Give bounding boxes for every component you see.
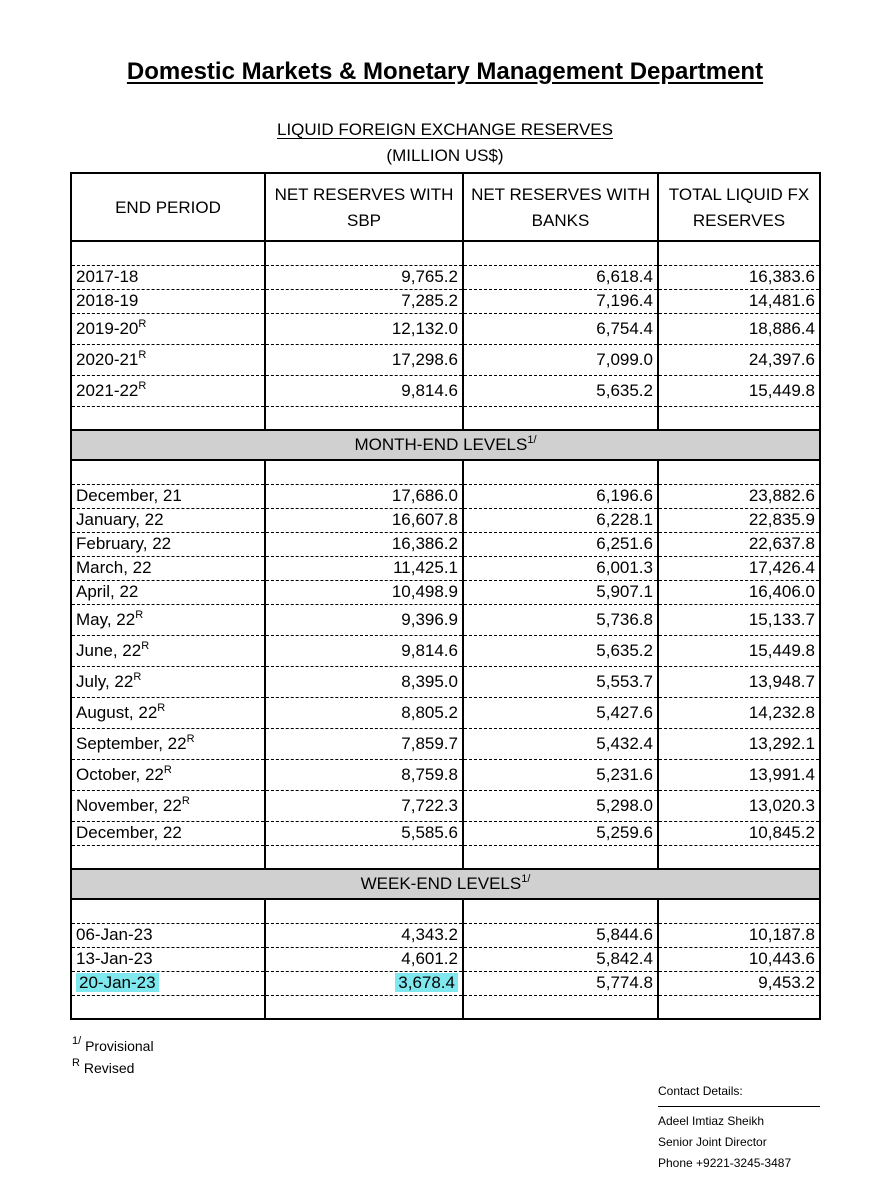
total-cell: 16,383.6	[658, 265, 820, 289]
revised-mark: R	[135, 608, 144, 621]
table-row	[71, 344, 820, 375]
table-row	[71, 728, 820, 759]
period-cell: $2021-22^R$	[71, 375, 265, 406]
revised-mark: R	[157, 701, 166, 714]
total-cell: 13,292.1	[658, 728, 820, 759]
col-end-period: END PERIOD	[71, 173, 265, 241]
total-cell: 23,882.6	[658, 484, 820, 508]
banks-cell: 5,298.0	[463, 790, 658, 821]
banks-cell: 6,754.4	[463, 313, 658, 344]
sbp-cell: 9,814.6	[265, 375, 463, 406]
period-cell: March, 22	[71, 556, 265, 580]
table-row	[71, 265, 820, 289]
revised-mark: R	[163, 763, 172, 776]
period-cell: December, 21	[71, 484, 265, 508]
period-cell: 2017-18	[71, 265, 265, 289]
banks-cell: 5,635.2	[463, 375, 658, 406]
spacer-row	[71, 845, 820, 869]
banks-cell: 5,259.6	[463, 821, 658, 845]
sbp-cell: 16,386.2	[265, 532, 463, 556]
contact-phone: Phone +9221-3245-3487	[658, 1156, 792, 1170]
banks-cell: 6,251.6	[463, 532, 658, 556]
sbp-cell	[265, 971, 463, 995]
banks-cell: 7,196.4	[463, 289, 658, 313]
contact-heading: Contact Details:	[658, 1081, 820, 1107]
total-cell: 13,991.4	[658, 759, 820, 790]
banks-cell: 6,001.3	[463, 556, 658, 580]
banks-cell: 5,553.7	[463, 666, 658, 697]
period-cell: 2018-19	[71, 289, 265, 313]
total-cell: 9,453.2	[658, 971, 820, 995]
sbp-cell: 17,298.6	[265, 344, 463, 375]
sbp-cell: 8,759.8	[265, 759, 463, 790]
period-cell: August, $22^R$	[71, 697, 265, 728]
banks-cell: 5,907.1	[463, 580, 658, 604]
banks-cell: 5,635.2	[463, 635, 658, 666]
sbp-cell: 8,805.2	[265, 697, 463, 728]
sbp-cell: 4,601.2	[265, 947, 463, 971]
total-cell: 22,835.9	[658, 508, 820, 532]
highlighted-sbp-value: 3,678.4	[395, 973, 458, 992]
total-cell: 13,020.3	[658, 790, 820, 821]
sbp-cell: 7,722.3	[265, 790, 463, 821]
banks-cell: 5,844.6	[463, 923, 658, 947]
period-cell	[71, 971, 265, 995]
total-cell: 14,232.8	[658, 697, 820, 728]
revised-mark: R	[141, 639, 150, 652]
col-net-reserves-banks: NET RESERVES WITH BANKS	[463, 173, 658, 241]
provisional-mark: 1/	[527, 434, 537, 446]
banks-cell: 6,618.4	[463, 265, 658, 289]
contact-details	[658, 1081, 820, 1174]
total-cell: 22,637.8	[658, 532, 820, 556]
table-row	[71, 790, 820, 821]
period-cell: December, 22	[71, 821, 265, 845]
banks-cell: 6,196.6	[463, 484, 658, 508]
reserves-table	[70, 172, 821, 1020]
table-row	[71, 532, 820, 556]
total-cell: 16,406.0	[658, 580, 820, 604]
department-title: Domestic Markets & Monetary Management Department	[126, 58, 764, 85]
period-cell: April, 22	[71, 580, 265, 604]
month-end-section-header: MONTH-END $LEVELS^{1/}$	[71, 430, 820, 460]
table-row	[71, 759, 820, 790]
contact-role: Senior Joint Director	[658, 1135, 767, 1149]
period-cell: July, $22^R$	[71, 666, 265, 697]
period-cell: February, 22	[71, 532, 265, 556]
sbp-cell: 8,395.0	[265, 666, 463, 697]
sbp-cell: 17,686.0	[265, 484, 463, 508]
revised-mark: R	[138, 379, 147, 392]
banks-cell: 5,736.8	[463, 604, 658, 635]
period-cell: October, $22^R$	[71, 759, 265, 790]
sbp-cell: 7,285.2	[265, 289, 463, 313]
period-cell: November, $22^R$	[71, 790, 265, 821]
table-row	[71, 556, 820, 580]
banks-cell: 5,774.8	[463, 971, 658, 995]
highlighted-period: 20-Jan-23	[76, 973, 159, 992]
revised-mark: R	[186, 732, 195, 745]
sbp-cell: 12,132.0	[265, 313, 463, 344]
report-title: LIQUID FOREIGN EXCHANGE RESERVES	[277, 120, 613, 139]
footnote-revised: $^R$ Revised	[72, 1057, 135, 1076]
table-row	[71, 947, 820, 971]
total-cell: 10,443.6	[658, 947, 820, 971]
sbp-cell: 10,498.9	[265, 580, 463, 604]
sbp-cell: 9,396.9	[265, 604, 463, 635]
spacer-row	[71, 899, 820, 923]
header-row	[71, 173, 820, 241]
table-row	[71, 508, 820, 532]
total-cell: 17,426.4	[658, 556, 820, 580]
banks-cell: 5,427.6	[463, 697, 658, 728]
table-row	[71, 635, 820, 666]
sbp-cell: 9,814.6	[265, 635, 463, 666]
table-row	[71, 484, 820, 508]
spacer-row	[71, 406, 820, 430]
sbp-cell: 9,765.2	[265, 265, 463, 289]
period-cell: September, $22^R$	[71, 728, 265, 759]
total-cell: 13,948.7	[658, 666, 820, 697]
total-cell: 15,449.8	[658, 375, 820, 406]
total-cell: 24,397.6	[658, 344, 820, 375]
revised-mark: R	[138, 348, 147, 361]
banks-cell: 5,432.4	[463, 728, 658, 759]
spacer-row	[71, 995, 820, 1019]
total-cell: 15,133.7	[658, 604, 820, 635]
total-cell: 10,845.2	[658, 821, 820, 845]
total-cell: 10,187.8	[658, 923, 820, 947]
table-row	[71, 375, 820, 406]
sbp-cell: 7,859.7	[265, 728, 463, 759]
col-total-liquid-fx: TOTAL LIQUID FX RESERVES	[658, 173, 820, 241]
period-cell: June, $22^R$	[71, 635, 265, 666]
table-row	[71, 580, 820, 604]
period-cell: 13-Jan-23	[71, 947, 265, 971]
revised-mark: R	[181, 794, 190, 807]
period-cell: May, $22^R$	[71, 604, 265, 635]
table-row-highlighted	[71, 971, 820, 995]
footnote-provisional: $^{1/}$ Provisional	[72, 1035, 154, 1054]
table-row	[71, 666, 820, 697]
spacer-row	[71, 460, 820, 484]
sbp-cell: 11,425.1	[265, 556, 463, 580]
col-net-reserves-sbp: NET RESERVES WITH SBP	[265, 173, 463, 241]
period-cell: 06-Jan-23	[71, 923, 265, 947]
total-cell: 18,886.4	[658, 313, 820, 344]
banks-cell: 7,099.0	[463, 344, 658, 375]
table-row	[71, 604, 820, 635]
table-row	[71, 923, 820, 947]
total-cell: 14,481.6	[658, 289, 820, 313]
table-row	[71, 289, 820, 313]
contact-name: Adeel Imtiaz Sheikh	[658, 1114, 765, 1128]
week-end-section-header: WEEK-END $LEVELS^{1/}$	[71, 869, 820, 899]
revised-mark: R	[138, 317, 147, 330]
sbp-cell: 5,585.6	[265, 821, 463, 845]
total-cell: 15,449.8	[658, 635, 820, 666]
sbp-cell: 16,607.8	[265, 508, 463, 532]
unit-label: (MILLION US$)	[386, 146, 504, 165]
revised-mark: R	[133, 670, 142, 683]
table-row	[71, 313, 820, 344]
banks-cell: 5,842.4	[463, 947, 658, 971]
provisional-mark: 1/	[521, 873, 531, 885]
sbp-cell: 4,343.2	[265, 923, 463, 947]
table-row	[71, 697, 820, 728]
banks-cell: 6,228.1	[463, 508, 658, 532]
table-row	[71, 821, 820, 845]
period-cell: January, 22	[71, 508, 265, 532]
period-cell: $2020-21^R$	[71, 344, 265, 375]
banks-cell: 5,231.6	[463, 759, 658, 790]
spacer-row	[71, 241, 820, 265]
period-cell: $2019-20^R$	[71, 313, 265, 344]
